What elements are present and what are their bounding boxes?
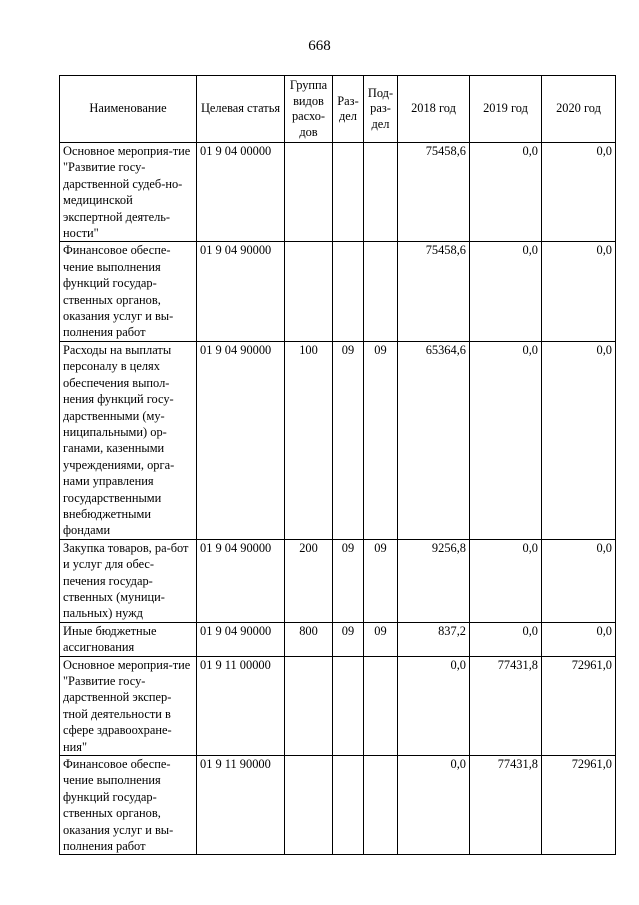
table-row	[60, 539, 616, 622]
cell-target: 01 9 11 00000	[197, 656, 285, 755]
cell-target: 01 9 04 90000	[197, 622, 285, 656]
header-2019: 2019 год	[470, 76, 542, 143]
table-row	[60, 143, 616, 242]
cell-name: Закупка товаров, ра-бот и услуг для обес-печения государ-ственных (муници-пальных) нужд	[60, 539, 197, 622]
cell-section	[333, 656, 364, 755]
cell-subsection	[364, 656, 398, 755]
cell-subsection: 09	[364, 341, 398, 539]
cell-section	[333, 143, 364, 242]
cell-subsection	[364, 143, 398, 242]
cell-target: 01 9 04 90000	[197, 242, 285, 341]
header-row	[60, 76, 616, 143]
cell-name: Иные бюджетные ассигнования	[60, 622, 197, 656]
cell-name: Основное мероприя-тие "Развитие госу-дарственной экспер-тной деятельности в сфере здравоохране-ния"	[60, 656, 197, 755]
table-row	[60, 341, 616, 539]
cell-2018: 837,2	[398, 622, 470, 656]
cell-2018: 65364,6	[398, 341, 470, 539]
cell-section: 09	[333, 341, 364, 539]
cell-2020: 0,0	[542, 341, 616, 539]
header-2020: 2020 год	[542, 76, 616, 143]
header-target: Целевая статья	[197, 76, 285, 143]
cell-section	[333, 756, 364, 855]
cell-expense-group: 800	[285, 622, 333, 656]
cell-expense-group: 200	[285, 539, 333, 622]
cell-2018: 75458,6	[398, 143, 470, 242]
cell-2018: 9256,8	[398, 539, 470, 622]
cell-2019: 0,0	[470, 341, 542, 539]
table-row	[60, 756, 616, 855]
cell-2019: 0,0	[470, 143, 542, 242]
cell-expense-group	[285, 756, 333, 855]
budget-table	[59, 75, 616, 855]
cell-name: Расходы на выплаты персоналу в целях обеспечения выпол-нения функций госу-дарственными (му-ниципальными) ор-ганами, казенными учреждениями, орга-нами управления государственными внебюджетными фондами	[60, 341, 197, 539]
cell-2020: 72961,0	[542, 756, 616, 855]
cell-expense-group	[285, 143, 333, 242]
cell-name: Финансовое обеспе-чение выполнения функций государ-ственных органов, оказания услуг и вы-полнения работ	[60, 756, 197, 855]
cell-subsection	[364, 756, 398, 855]
cell-2020: 72961,0	[542, 656, 616, 755]
table-row	[60, 656, 616, 755]
cell-target: 01 9 04 00000	[197, 143, 285, 242]
cell-expense-group: 100	[285, 341, 333, 539]
cell-2019: 0,0	[470, 539, 542, 622]
cell-2020: 0,0	[542, 539, 616, 622]
cell-2018: 75458,6	[398, 242, 470, 341]
cell-2019: 0,0	[470, 622, 542, 656]
header-2018: 2018 год	[398, 76, 470, 143]
cell-expense-group	[285, 656, 333, 755]
header-subsection: Под-раз-дел	[364, 76, 398, 143]
cell-name: Основное мероприя-тие "Развитие госу-дарственной судеб-но-медицинской экспертной деятель-ности"	[60, 143, 197, 242]
cell-2020: 0,0	[542, 143, 616, 242]
header-name: Наименование	[60, 76, 197, 143]
header-section: Раз-дел	[333, 76, 364, 143]
cell-2019: 77431,8	[470, 756, 542, 855]
cell-subsection: 09	[364, 622, 398, 656]
page-number: 668	[308, 38, 331, 54]
cell-target: 01 9 11 90000	[197, 756, 285, 855]
header-expense-group: Группа видов расхо-дов	[285, 76, 333, 143]
cell-2018: 0,0	[398, 656, 470, 755]
cell-2019: 77431,8	[470, 656, 542, 755]
cell-target: 01 9 04 90000	[197, 539, 285, 622]
cell-2020: 0,0	[542, 622, 616, 656]
cell-section: 09	[333, 622, 364, 656]
cell-subsection: 09	[364, 539, 398, 622]
cell-subsection	[364, 242, 398, 341]
cell-expense-group	[285, 242, 333, 341]
cell-2019: 0,0	[470, 242, 542, 341]
cell-2018: 0,0	[398, 756, 470, 855]
table-row	[60, 622, 616, 656]
cell-target: 01 9 04 90000	[197, 341, 285, 539]
cell-section	[333, 242, 364, 341]
cell-section: 09	[333, 539, 364, 622]
cell-name: Финансовое обеспе-чение выполнения функций государ-ственных органов, оказания услуг и вы-полнения работ	[60, 242, 197, 341]
cell-2020: 0,0	[542, 242, 616, 341]
table-row	[60, 242, 616, 341]
